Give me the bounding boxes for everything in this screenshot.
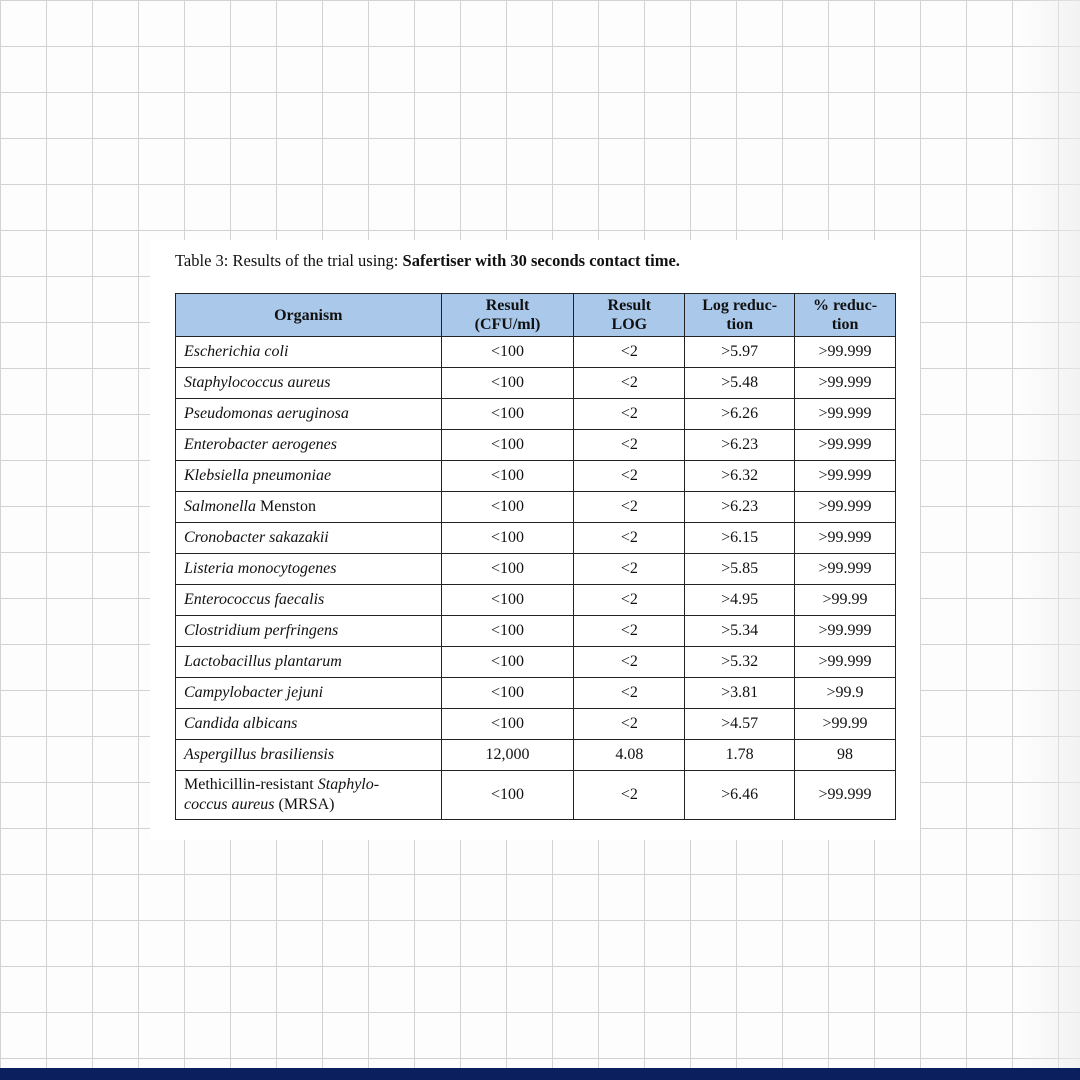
header-result-cfu: Result (CFU/ml) bbox=[441, 294, 574, 337]
table-row bbox=[176, 368, 896, 399]
log-reduction-cell: >6.23 bbox=[685, 492, 795, 523]
organism-cell: Lactobacillus plantarum bbox=[176, 647, 442, 678]
cfu-cell: <100 bbox=[441, 771, 574, 820]
log-reduction-cell: >3.81 bbox=[685, 678, 795, 709]
header-result-log: Result LOG bbox=[574, 294, 685, 337]
organism-cell: Klebsiella pneumoniae bbox=[176, 461, 442, 492]
organism-cell bbox=[176, 771, 442, 820]
percent-reduction-cell: >99.99 bbox=[795, 585, 896, 616]
log-reduction-cell: >5.48 bbox=[685, 368, 795, 399]
log-cell: <2 bbox=[574, 585, 685, 616]
header-percent-reduction: % reduc- tion bbox=[795, 294, 896, 337]
organism-cell: Aspergillus brasiliensis bbox=[176, 740, 442, 771]
organism-cell: Candida albicans bbox=[176, 709, 442, 740]
percent-reduction-cell: >99.999 bbox=[795, 492, 896, 523]
organism-cell: Clostridium perfringens bbox=[176, 616, 442, 647]
cfu-cell: <100 bbox=[441, 616, 574, 647]
log-cell: <2 bbox=[574, 678, 685, 709]
organism-cell: Cronobacter sakazakii bbox=[176, 523, 442, 554]
cfu-cell: <100 bbox=[441, 461, 574, 492]
log-reduction-cell: >5.97 bbox=[685, 337, 795, 368]
log-reduction-cell: >6.15 bbox=[685, 523, 795, 554]
page-edge-shadow bbox=[1020, 0, 1080, 1068]
organism-cell: Escherichia coli bbox=[176, 337, 442, 368]
log-reduction-cell: >6.32 bbox=[685, 461, 795, 492]
bottom-accent-bar bbox=[0, 1068, 1080, 1080]
cfu-cell: <100 bbox=[441, 678, 574, 709]
table-row bbox=[176, 430, 896, 461]
percent-reduction-cell: >99.999 bbox=[795, 647, 896, 678]
percent-reduction-cell: >99.99 bbox=[795, 709, 896, 740]
organism-cell bbox=[176, 492, 442, 523]
table-row bbox=[176, 554, 896, 585]
results-table bbox=[175, 293, 896, 820]
organism-genus: Salmonella bbox=[184, 498, 256, 515]
organism-genus: Staphylo- bbox=[317, 776, 380, 793]
organism-cell: Staphylococcus aureus bbox=[176, 368, 442, 399]
percent-reduction-cell: >99.999 bbox=[795, 368, 896, 399]
organism-prefix: Methicillin-resistant bbox=[184, 776, 318, 793]
percent-reduction-cell: 98 bbox=[795, 740, 896, 771]
log-cell: <2 bbox=[574, 523, 685, 554]
organism-serovar: Menston bbox=[256, 498, 316, 515]
organism-cell: Campylobacter jejuni bbox=[176, 678, 442, 709]
cfu-cell: <100 bbox=[441, 337, 574, 368]
cfu-cell: <100 bbox=[441, 523, 574, 554]
cfu-cell: <100 bbox=[441, 399, 574, 430]
caption-prefix: Table 3: Results of the trial using: bbox=[175, 251, 403, 270]
table-row bbox=[176, 523, 896, 554]
organism-cell: Enterobacter aerogenes bbox=[176, 430, 442, 461]
table-row bbox=[176, 461, 896, 492]
cfu-cell: <100 bbox=[441, 554, 574, 585]
log-cell: <2 bbox=[574, 771, 685, 820]
log-cell: <2 bbox=[574, 368, 685, 399]
table-row bbox=[176, 709, 896, 740]
cfu-cell: <100 bbox=[441, 492, 574, 523]
log-cell: 4.08 bbox=[574, 740, 685, 771]
percent-reduction-cell: >99.999 bbox=[795, 523, 896, 554]
percent-reduction-cell: >99.999 bbox=[795, 337, 896, 368]
table-row bbox=[176, 492, 896, 523]
log-cell: <2 bbox=[574, 616, 685, 647]
caption-suffix: with 30 seconds contact time. bbox=[470, 251, 680, 270]
log-reduction-cell: >6.46 bbox=[685, 771, 795, 820]
percent-reduction-cell: >99.9 bbox=[795, 678, 896, 709]
organism-cell: Enterococcus faecalis bbox=[176, 585, 442, 616]
table-row bbox=[176, 616, 896, 647]
cfu-cell: <100 bbox=[441, 647, 574, 678]
percent-reduction-cell: >99.999 bbox=[795, 461, 896, 492]
table-row bbox=[176, 585, 896, 616]
organism-cell: Listeria monocytogenes bbox=[176, 554, 442, 585]
log-cell: <2 bbox=[574, 492, 685, 523]
organism-abbreviation: (MRSA) bbox=[274, 796, 335, 813]
table-row bbox=[176, 337, 896, 368]
log-cell: <2 bbox=[574, 647, 685, 678]
log-reduction-cell: >5.34 bbox=[685, 616, 795, 647]
log-reduction-cell: >5.32 bbox=[685, 647, 795, 678]
cfu-cell: <100 bbox=[441, 430, 574, 461]
log-reduction-cell: >5.85 bbox=[685, 554, 795, 585]
log-cell: <2 bbox=[574, 430, 685, 461]
cfu-cell: <100 bbox=[441, 368, 574, 399]
log-reduction-cell: >6.26 bbox=[685, 399, 795, 430]
log-cell: <2 bbox=[574, 399, 685, 430]
table-row bbox=[176, 399, 896, 430]
percent-reduction-cell: >99.999 bbox=[795, 616, 896, 647]
table-caption bbox=[175, 251, 680, 271]
log-cell: <2 bbox=[574, 461, 685, 492]
cfu-cell: <100 bbox=[441, 709, 574, 740]
log-reduction-cell: >4.57 bbox=[685, 709, 795, 740]
log-cell: <2 bbox=[574, 554, 685, 585]
organism-species: coccus aureus bbox=[184, 796, 275, 813]
percent-reduction-cell: >99.999 bbox=[795, 554, 896, 585]
header-log-reduction: Log reduc- tion bbox=[685, 294, 795, 337]
percent-reduction-cell: >99.999 bbox=[795, 430, 896, 461]
cfu-cell: 12,000 bbox=[441, 740, 574, 771]
percent-reduction-cell: >99.999 bbox=[795, 399, 896, 430]
cfu-cell: <100 bbox=[441, 585, 574, 616]
log-reduction-cell: 1.78 bbox=[685, 740, 795, 771]
log-reduction-cell: >4.95 bbox=[685, 585, 795, 616]
log-reduction-cell: >6.23 bbox=[685, 430, 795, 461]
table-header-row bbox=[176, 294, 896, 337]
log-cell: <2 bbox=[574, 709, 685, 740]
caption-product-name: Safertiser bbox=[402, 251, 471, 270]
log-cell: <2 bbox=[574, 337, 685, 368]
percent-reduction-cell: >99.999 bbox=[795, 771, 896, 820]
organism-cell: Pseudomonas aeruginosa bbox=[176, 399, 442, 430]
table-row bbox=[176, 740, 896, 771]
header-organism: Organism bbox=[176, 294, 442, 337]
table-row bbox=[176, 647, 896, 678]
table-row bbox=[176, 771, 896, 820]
table-row bbox=[176, 678, 896, 709]
